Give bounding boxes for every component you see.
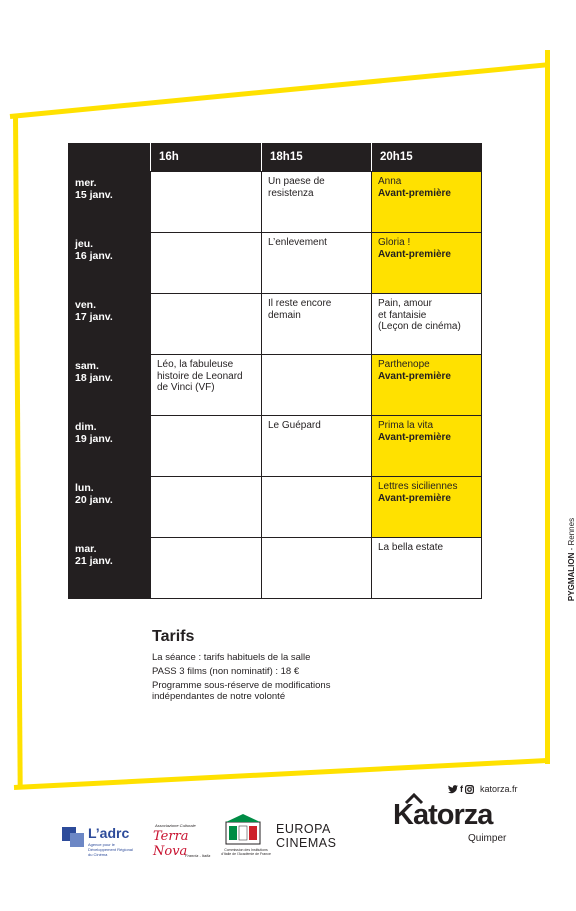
slot-20h — [371, 477, 482, 537]
europa-cinemas-logo — [276, 822, 356, 854]
slot-16h — [150, 538, 261, 598]
day-date: 20 janv. — [75, 494, 113, 506]
slot-18h — [261, 294, 371, 354]
slot-18h — [261, 355, 371, 415]
film-title: La bella estate — [378, 542, 444, 553]
slot-18h — [261, 477, 371, 537]
preview-badge: Avant-première — [378, 492, 451, 504]
slot-16h — [150, 172, 261, 232]
tarifs-section — [152, 628, 412, 705]
day-date: 15 janv. — [75, 189, 113, 201]
tarifs-line: PASS 3 films (non nominatif) : 18 € — [152, 666, 300, 677]
day-date: 18 janv. — [75, 372, 113, 384]
slot-18h — [261, 233, 371, 293]
day-label — [68, 172, 150, 232]
schedule-row — [68, 415, 482, 476]
schedule-row — [68, 476, 482, 537]
day-label — [68, 355, 150, 415]
preview-badge: Avant-première — [378, 431, 451, 443]
day-name: jeu. — [75, 238, 94, 250]
katorza-city: Quimper — [468, 833, 507, 844]
day-date: 17 janv. — [75, 311, 113, 323]
frame-top-line — [10, 62, 550, 119]
website-link[interactable]: katorza.fr — [480, 784, 518, 794]
designer-credit: PYGMALION - Rennes — [567, 517, 576, 602]
slot-18h — [261, 172, 371, 232]
film-title: Anna — [378, 176, 402, 187]
schedule-rows — [68, 171, 482, 599]
katorza-name: Katorza — [393, 799, 493, 831]
tarifs-line: indépendantes de notre volonté — [152, 691, 286, 702]
day-label — [68, 233, 150, 293]
social-links — [448, 784, 518, 794]
film-title: Parthenope — [378, 359, 430, 370]
day-name: mar. — [75, 543, 97, 555]
facebook-icon[interactable]: f — [460, 784, 463, 794]
terra-nova-logo — [145, 823, 213, 863]
day-date: 19 janv. — [75, 433, 113, 445]
frame-right-line — [545, 50, 550, 764]
adrc-logo — [62, 823, 132, 857]
day-name: dim. — [75, 421, 97, 433]
slot-20h — [371, 294, 482, 354]
tarifs-line: La séance : tarifs habituels de la salle — [152, 652, 311, 663]
preview-badge: Avant-première — [378, 248, 451, 260]
slot-18h — [261, 538, 371, 598]
slot-16h — [150, 416, 261, 476]
day-date: 21 janv. — [75, 555, 113, 567]
time-header-20h15: 20h15 — [371, 143, 482, 171]
schedule-header — [68, 143, 482, 171]
day-label — [68, 294, 150, 354]
day-label — [68, 538, 150, 598]
terra-nova-bottom: Francia - Italia — [185, 853, 211, 858]
instagram-icon[interactable] — [465, 785, 474, 794]
day-label — [68, 477, 150, 537]
film-title: (Leçon de cinéma) — [378, 321, 461, 332]
day-name: ven. — [75, 299, 97, 311]
schedule-row — [68, 537, 482, 599]
tarifs-line: Programme sous-réserve de modifications — [152, 680, 331, 691]
slot-18h — [261, 416, 371, 476]
katorza-logo — [393, 799, 533, 844]
schedule-row — [68, 171, 482, 232]
day-date: 16 janv. — [75, 250, 113, 262]
slot-20h — [371, 172, 482, 232]
commission-logo — [220, 812, 271, 862]
day-name: sam. — [75, 360, 99, 372]
slot-20h — [371, 233, 482, 293]
schedule-row — [68, 293, 482, 354]
film-title: et fantaisie — [378, 309, 427, 321]
slot-20h — [371, 416, 482, 476]
film-title: resistenza — [268, 187, 314, 199]
frame-left-line — [13, 115, 23, 787]
slot-16h — [150, 294, 261, 354]
slot-16h — [150, 355, 261, 415]
commission-text: Commission des Institutions d’Italie de l’Académie de France — [221, 848, 271, 856]
day-label — [68, 416, 150, 476]
film-title: demain — [268, 309, 301, 321]
film-title: Prima la vita — [378, 420, 434, 431]
film-title: L’enlevement — [268, 237, 327, 248]
day-name: lun. — [75, 482, 94, 494]
slot-20h — [371, 538, 482, 598]
italian-building-icon — [224, 812, 262, 846]
adrc-square-icon — [70, 833, 84, 847]
film-title: de Vinci (VF) — [157, 382, 215, 393]
film-title: Léo, la fabuleuse — [157, 359, 234, 370]
film-title: Pain, amour — [378, 298, 432, 309]
slot-20h — [371, 355, 482, 415]
adrc-tagline: Agence pour le Développement Régional du Cinéma — [88, 842, 133, 857]
preview-badge: Avant-première — [378, 187, 451, 199]
day-name: mer. — [75, 177, 97, 189]
cinemas-line: CINEMAS — [276, 836, 337, 850]
adrc-name: L’adrc — [88, 825, 130, 841]
terra-nova-top: Associazione Culturale — [155, 823, 196, 828]
film-title: Le Guépard — [268, 420, 321, 431]
schedule-row — [68, 232, 482, 293]
tarifs-title: Tarifs — [152, 628, 195, 645]
slot-16h — [150, 477, 261, 537]
twitter-icon[interactable] — [448, 785, 458, 794]
schedule-table — [68, 143, 482, 599]
katorza-mark-icon — [405, 794, 423, 804]
film-title: Gloria ! — [378, 237, 411, 248]
terra-nova-script: Terra Nova — [153, 829, 189, 859]
film-title: Lettres siciliennes — [378, 481, 458, 492]
film-title: Un paese de — [268, 176, 325, 187]
europa-line: EUROPA — [276, 822, 331, 836]
film-title: Il reste encore — [268, 298, 332, 309]
film-title: histoire de Leonard — [157, 370, 243, 382]
time-header-16h: 16h — [150, 143, 261, 171]
header-corner — [68, 143, 150, 171]
preview-badge: Avant-première — [378, 370, 451, 382]
schedule-row — [68, 354, 482, 415]
time-header-18h15: 18h15 — [261, 143, 371, 171]
slot-16h — [150, 233, 261, 293]
